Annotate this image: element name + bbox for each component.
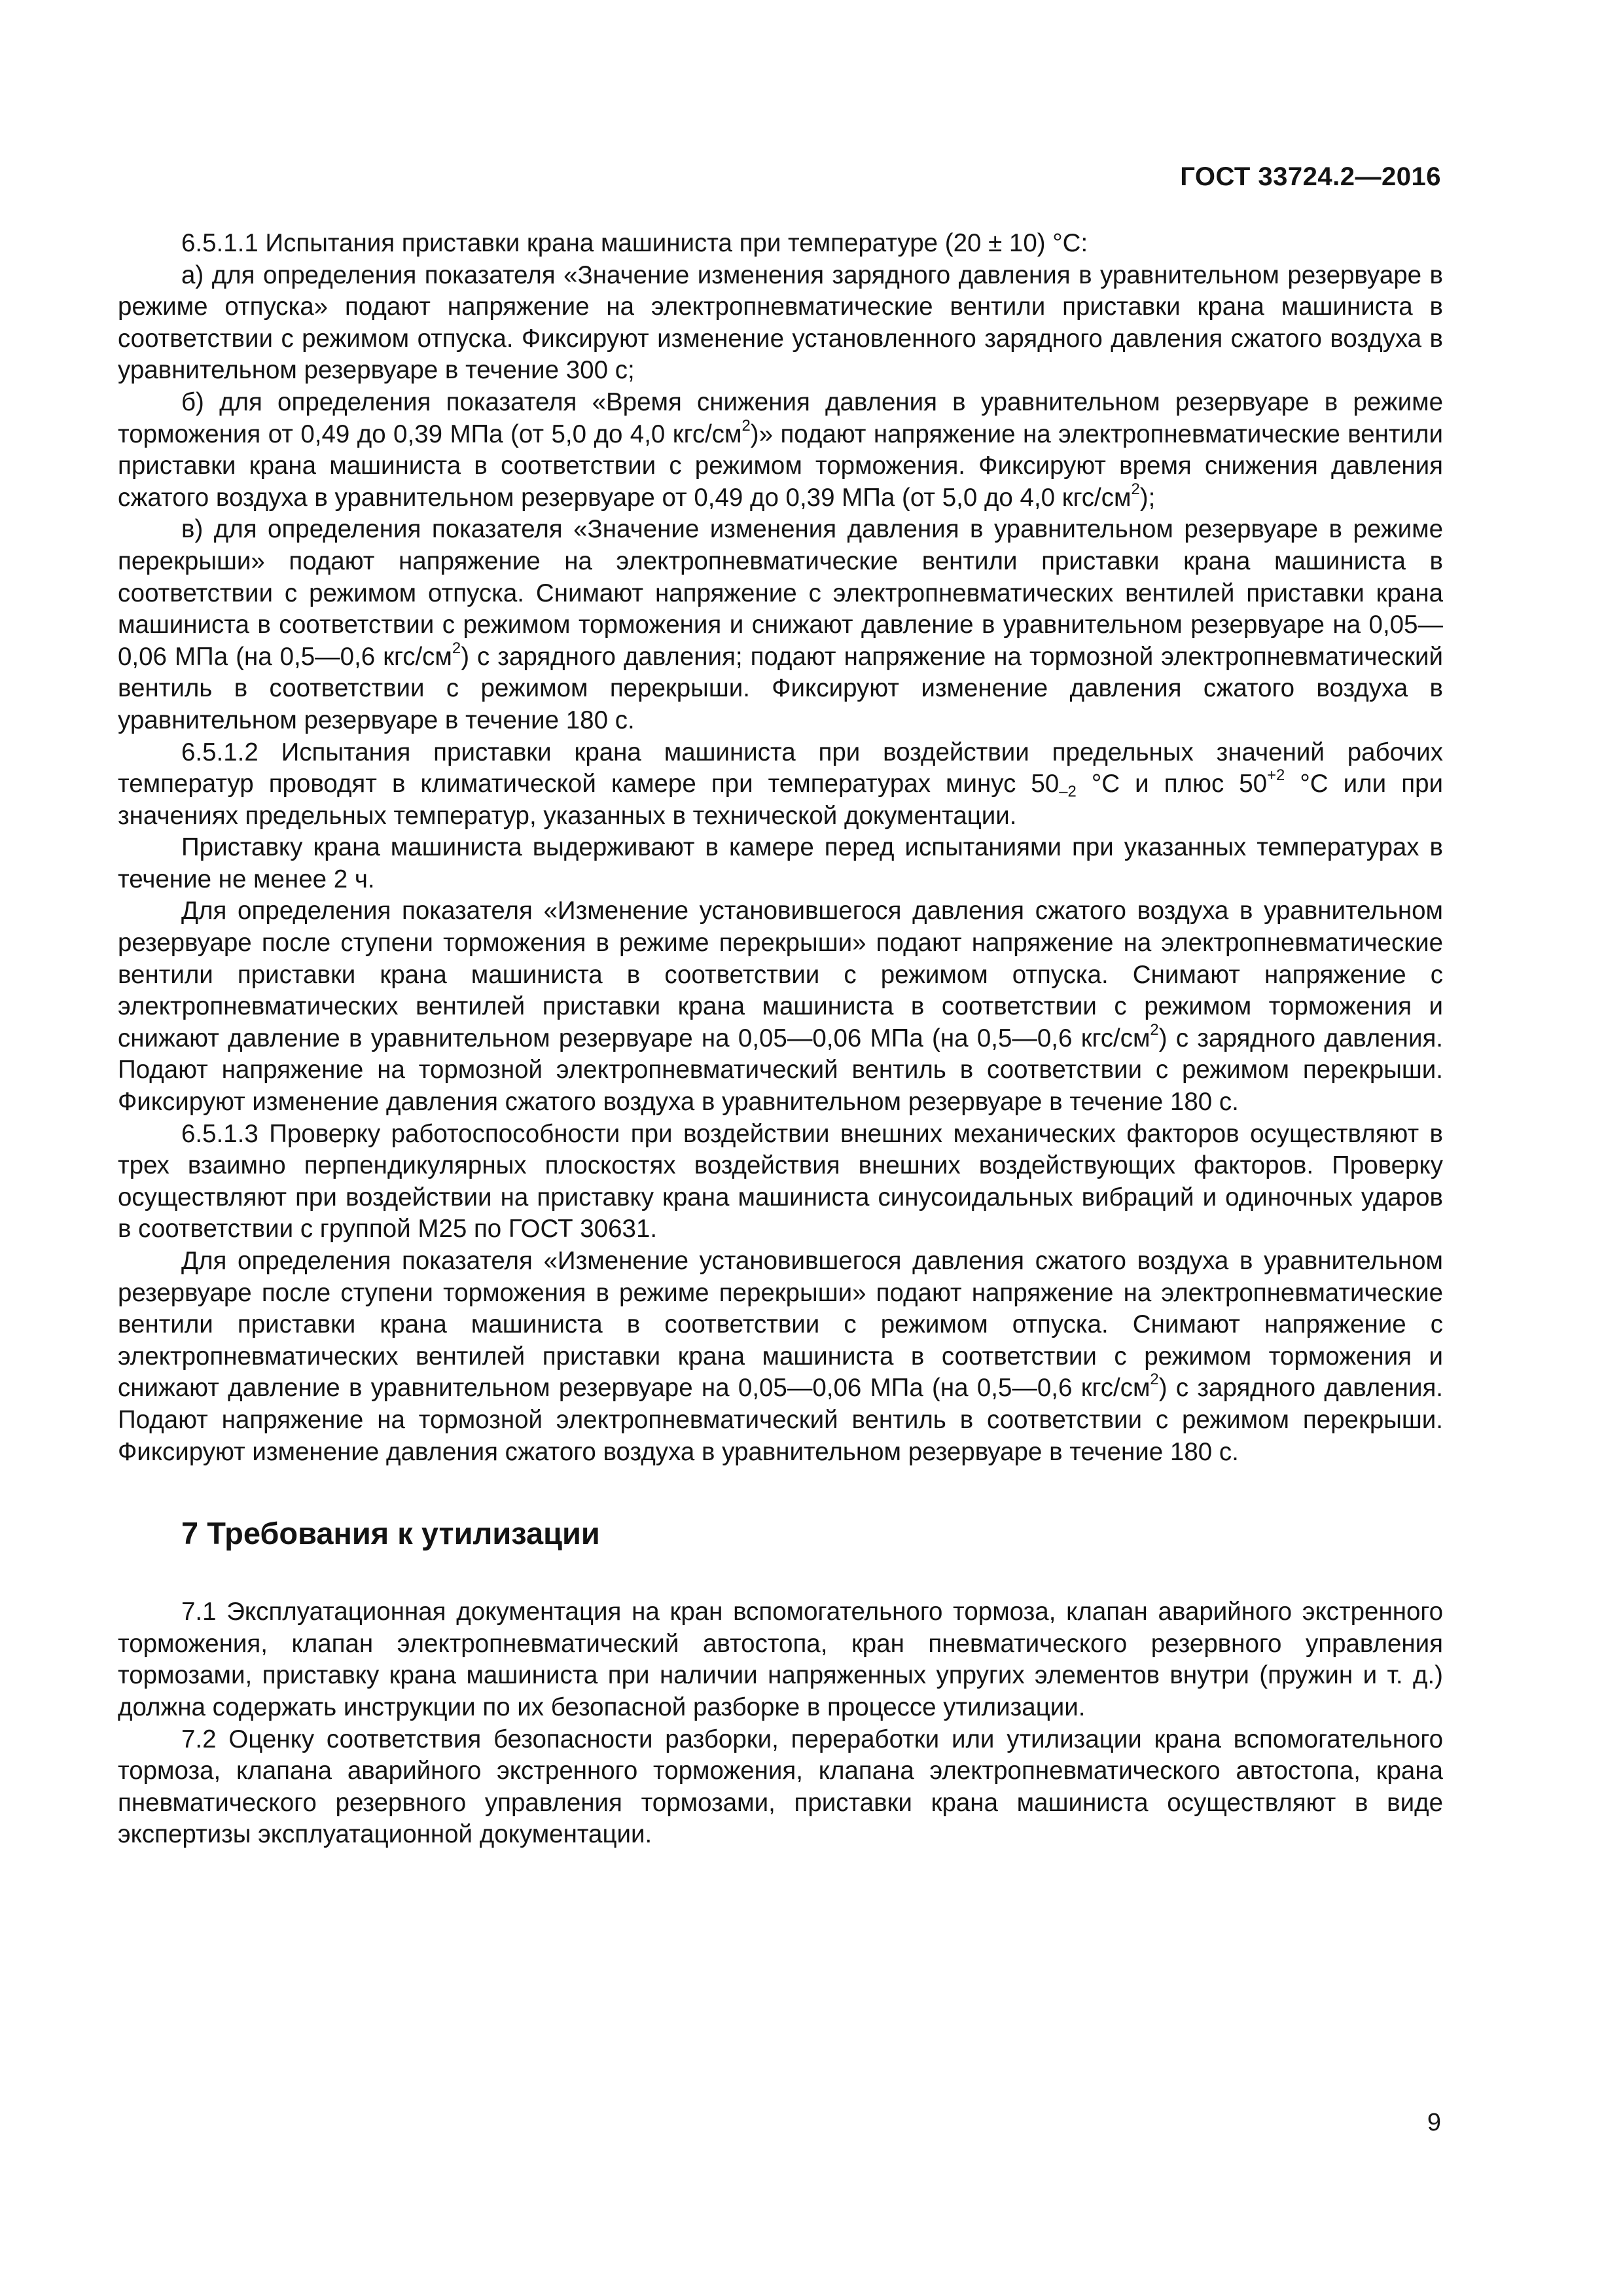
paragraph-6-5-1-1-b bbox=[118, 387, 1443, 514]
superscript: +2 bbox=[1267, 766, 1285, 785]
paragraph-6-5-1-1-a: а) для определения показателя «Значение изменения зарядного давления в уравнительном резервуаре в режиме отпуска» подают напряжение на электропневматические вентили приставки крана машиниста в соответствии с режимом отпуска. Фиксируют изменение установленного зарядного давления сжатого воздуха в уравнительном резервуаре в течение 300 с; bbox=[118, 260, 1443, 385]
text-span: б) для определения показателя «Время снижения давления в уравнительном резервуаре в режиме торможения от 0,49 до 0,39 МПа (от 5,0 до 4,0 кгс/см bbox=[118, 387, 1443, 448]
paragraph-7-2: 7.2 Оценку соответствия безопасности разборки, переработки или утилизации крана вспомогательного тормоза, клапана аварийного экстренного торможения, клапана электропневматического автостопа, крана пневматического резервного управления тормозами, приставки крана машиниста осуществляют в виде экспертизы эксплуатационной документации. bbox=[118, 1725, 1443, 1849]
text-span: ) с зарядного давления. Подают напряжение на тормозной электропневматический вентиль в соответствии с режимом перекрыши. Фиксируют изменение давления сжатого воздуха в уравнительном резервуаре в течение 180 с. bbox=[118, 1374, 1443, 1466]
text-span: ) с зарядного давления; подают напряжение на тормозной электропневматический вентиль в соответствии с режимом перекрыши. Фиксируют изменение давления сжатого воздуха в уравнительном резервуаре в течение 180 с. bbox=[118, 642, 1443, 734]
superscript: 2 bbox=[741, 416, 751, 435]
superscript: 2 bbox=[1150, 1020, 1159, 1039]
paragraph-6-5-1-1: 6.5.1.1 Испытания приставки крана машиниста при температуре (20 ± 10) °С: bbox=[181, 229, 1088, 257]
paragraph-pressure-test-1 bbox=[118, 895, 1443, 1118]
text-span: )» подают напряжение на электропневматические вентили приставки крана машиниста в соответствии с режимом торможения. Фиксируют время снижения давления сжатого воздуха в уравнительном резервуаре от 0,49 до 0,39 МПа (от 5,0 до 4,0 кгс/см bbox=[118, 420, 1443, 512]
text-span: °С или при значениях предельных температур, указанных в технической документации. bbox=[118, 770, 1444, 830]
superscript: 2 bbox=[1150, 1371, 1159, 1389]
text-span: °С и плюс 50 bbox=[1076, 770, 1268, 798]
document-body bbox=[118, 228, 1443, 1851]
superscript: 2 bbox=[452, 639, 461, 657]
page-number: 9 bbox=[1427, 2109, 1441, 2136]
section-7-heading: 7 Требования к утилизации bbox=[181, 1516, 600, 1551]
paragraph-6-5-1-1-v bbox=[118, 514, 1443, 736]
paragraph-pressure-test-2 bbox=[118, 1246, 1443, 1468]
text-span: Для определения показателя «Изменение установившегося давления сжатого воздуха в уравнительном резервуаре после ступени торможения в режиме перекрыши» подают напряжение на электропневматические вентили приставки крана машиниста в соответствии с режимом отпуска. Снимают напряжение с электропневматических вентилей приставки крана машиниста в соответствии с режимом торможения и снижают давление в уравнительном резервуаре на 0,05—0,06 МПа (на 0,5—0,6 кгс/см bbox=[118, 897, 1443, 1052]
subscript: –2 bbox=[1059, 783, 1077, 801]
text-span: Для определения показателя «Изменение установившегося давления сжатого воздуха в уравнительном резервуаре после ступени торможения в режиме перекрыши» подают напряжение на электропневматические вентили приставки крана машиниста в соответствии с режимом отпуска. Снимают напряжение с электропневматических вентилей приставки крана машиниста в соответствии с режимом торможения и снижают давление в уравнительном резервуаре на 0,05—0,06 МПа (на 0,5—0,6 кгс/см bbox=[118, 1247, 1443, 1403]
standard-number-header: ГОСТ 33724.2—2016 bbox=[1180, 162, 1441, 191]
text-span: ); bbox=[1139, 483, 1156, 512]
text-span: 6.5.1.2 Испытания приставки крана машиниста при воздействии предельных значений рабочих температур проводят в климатической камере при температурах минус 50 bbox=[118, 738, 1443, 798]
paragraph-6-5-1-3: 6.5.1.3 Проверку работоспособности при воздействии внешних механических факторов осуществляют в трех взаимно перпендикулярных плоскостях воздействия внешних воздействующих факторов. Проверку осуществляют при воздействии на приставку крана машиниста синусоидальных вибраций и одиночных ударов в соответствии с группой М25 по ГОСТ 30631. bbox=[118, 1119, 1443, 1244]
paragraph-6-5-1-2 bbox=[118, 737, 1443, 833]
text-span: ) с зарядного давления. Подают напряжение на тормозной электропневматический вентиль в соответствии с режимом перекрыши. Фиксируют изменение давления сжатого воздуха в уравнительном резервуаре в течение 180 с. bbox=[118, 1024, 1443, 1117]
paragraph-conditioning: Приставку крана машиниста выдерживают в камере перед испытаниями при указанных температурах в течение не менее 2 ч. bbox=[118, 833, 1443, 893]
superscript: 2 bbox=[1131, 480, 1140, 498]
paragraph-7-1: 7.1 Эксплуатационная документация на кран вспомогательного тормоза, клапан аварийного экстренного торможения, клапан электропневматический автостопа, кран пневматического резервного управления тормозами, приставку крана машиниста при наличии напряженных упругих элементов внутри (пружин и т. д.) должна содержать инструкции по их безопасной разборке в процессе утилизации. bbox=[118, 1598, 1443, 1721]
text-span: в) для определения показателя «Значение изменения давления в уравнительном резервуаре в режиме перекрыши» подают напряжение на электропневматические вентили приставки крана машиниста в соответствии с режимом отпуска. Снимают напряжение с электропневматических вентилей приставки крана машиниста в соответствии с режимом торможения и снижают давление в уравнительном резервуаре на 0,05—0,06 МПа (на 0,5—0,6 кгс/см bbox=[118, 515, 1443, 671]
